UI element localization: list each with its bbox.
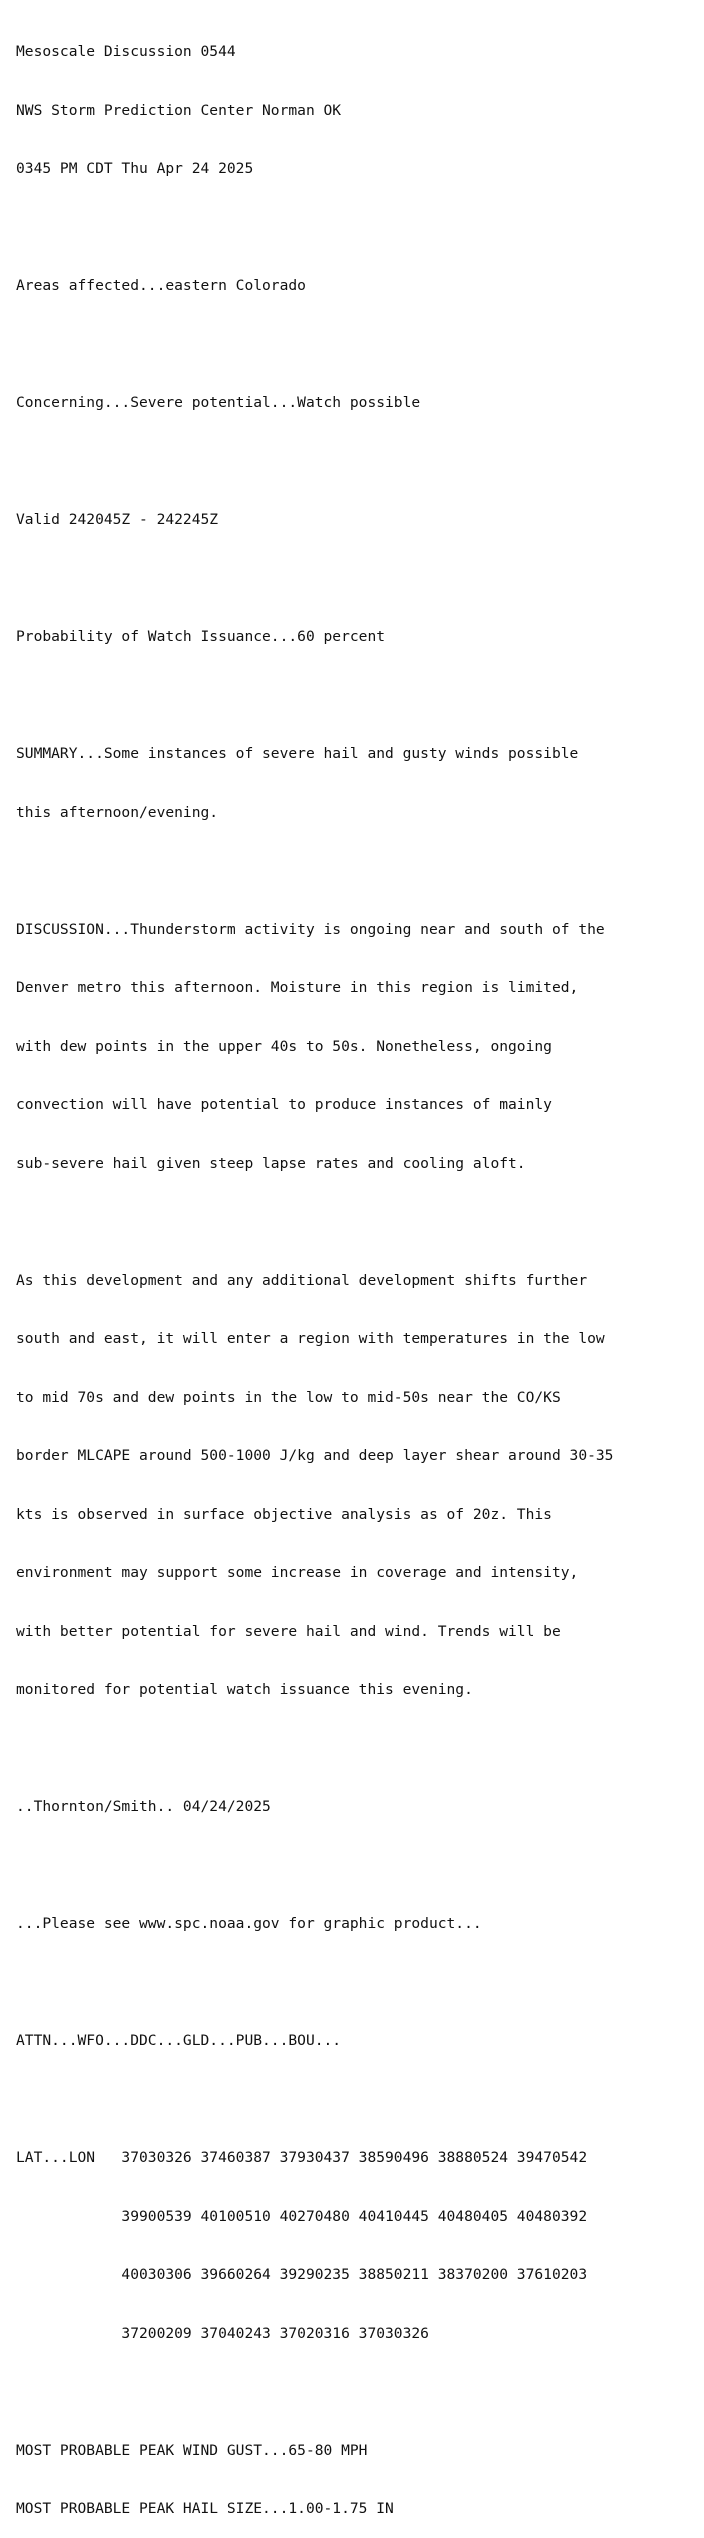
discussion-title: Mesoscale Discussion 0544 [16, 43, 236, 60]
blank-line [16, 686, 700, 706]
discussion-line: sub-severe hail given steep lapse rates and cooling aloft. [16, 1154, 526, 1172]
discussion-line: kts is observed in surface objective analysis as of 20z. This [16, 1505, 552, 1523]
valid-time: Valid 242045Z - 242245Z [16, 511, 219, 528]
discussion-line: with better potential for severe hail and wind. Trends will be [16, 1622, 561, 1640]
blank-line [16, 1212, 700, 1232]
peak-hail-size: MOST PROBABLE PEAK HAIL SIZE...1.00-1.75 IN [16, 2500, 394, 2517]
discussion-line: south and east, it will enter a region with temperatures in the low [16, 1330, 605, 1347]
blank-line [16, 452, 700, 472]
blank-line [16, 569, 700, 589]
latlon-line: LAT...LON 37030326 37460387 37930437 38590496 38880524 39470542 [16, 2149, 588, 2166]
summary-line: this afternoon/evening. [16, 803, 219, 821]
blank-line [16, 1856, 700, 1876]
latlon-line: 37200209 37040243 37020316 37030326 [16, 2324, 429, 2342]
peak-wind-gust: MOST PROBABLE PEAK WIND GUST...65-80 MPH [16, 2441, 368, 2459]
discussion-line: monitored for potential watch issuance this evening. [16, 1681, 473, 1698]
discussion-line: to mid 70s and dew points in the low to mid-50s near the CO/KS [16, 1388, 561, 1406]
latlon-line: 39900539 40100510 40270480 40410445 40480405 40480392 [16, 2207, 588, 2225]
latlon-line: 40030306 39660264 39290235 38850211 38370200 37610203 [16, 2266, 588, 2283]
blank-line [16, 2382, 700, 2402]
discussion-line: convection will have potential to produce instances of mainly [16, 1096, 552, 1113]
discussion-line: environment may support some increase in coverage and intensity, [16, 1564, 579, 1581]
discussion-line: As this development and any additional development shifts further [16, 1271, 588, 1289]
blank-line [16, 1739, 700, 1759]
mesoscale-discussion-text [16, 3, 700, 2538]
issuing-office: NWS Storm Prediction Center Norman OK [16, 101, 342, 119]
issue-time: 0345 PM CDT Thu Apr 24 2025 [16, 160, 254, 177]
discussion-line: Denver metro this afternoon. Moisture in this region is limited, [16, 979, 579, 996]
discussion-line: border MLCAPE around 500-1000 J/kg and deep layer shear around 30-35 [16, 1447, 614, 1464]
forecaster-signature: ..Thornton/Smith.. 04/24/2025 [16, 1798, 271, 1815]
blank-line [16, 218, 700, 238]
areas-affected: Areas affected...eastern Colorado [16, 277, 306, 294]
watch-probability: Probability of Watch Issuance...60 percent [16, 628, 386, 645]
blank-line [16, 2090, 700, 2110]
graphic-product-note: ...Please see www.spc.noaa.gov for graphic product... [16, 1915, 482, 1932]
blank-line [16, 861, 700, 881]
summary-line: SUMMARY...Some instances of severe hail and gusty winds possible [16, 745, 579, 762]
blank-line [16, 1973, 700, 1993]
concerning: Concerning...Severe potential...Watch possible [16, 394, 421, 411]
blank-line [16, 335, 700, 355]
discussion-line: DISCUSSION...Thunderstorm activity is ongoing near and south of the [16, 920, 605, 938]
attn-offices: ATTN...WFO...DDC...GLD...PUB...BOU... [16, 2032, 342, 2049]
discussion-line: with dew points in the upper 40s to 50s. Nonetheless, ongoing [16, 1037, 552, 1055]
